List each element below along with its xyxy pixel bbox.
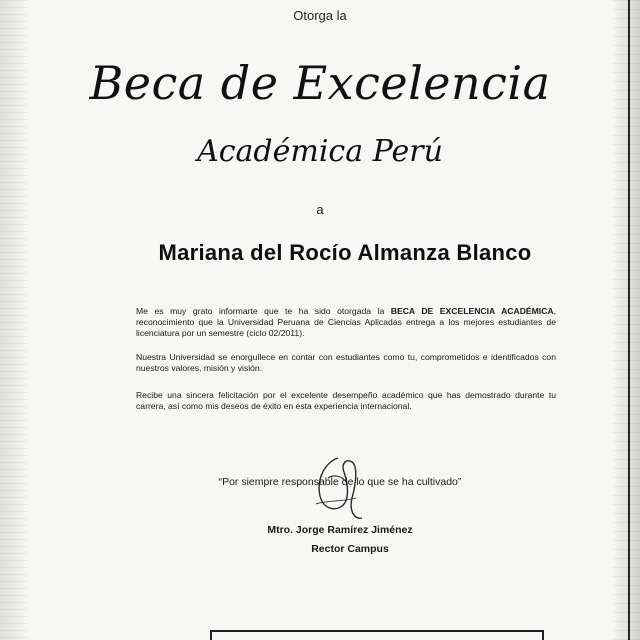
paragraph-award-rest: , reconocimiento que la Universidad Peruana de Ciencias Aplicadas entrega a los mejores estudiantes de licenciatura por un semestre (ciclo 02/2011). — [136, 306, 556, 338]
handwritten-signature — [298, 448, 378, 528]
certificate-title: Beca de Excelencia — [89, 56, 551, 110]
intro-text: Otorga la — [293, 8, 347, 23]
paragraph-pride: Nuestra Universidad se enorgullece en contar con estudiantes como tu, comprometidos e identificados con nuestros valores, misión y visión. — [136, 352, 556, 373]
motto: “Por siempre responsable de lo que se ha cultivado” — [218, 476, 462, 488]
paragraph-award-lead: Me es muy grato informarte que te ha sido otorgada la — [136, 306, 391, 316]
signer-role: Rector Campus — [311, 543, 389, 555]
recipient-preposition: a — [316, 202, 324, 217]
paragraph-award-emphasis: BECA DE EXCELENCIA ACADÉMICA — [390, 306, 554, 316]
paragraph-congratulations: Recibe una sincera felicitación por el excelente desempeño académico que has demostrado durante tu carrera, así como mis deseos de éxito en esta experiencia internacional. — [136, 390, 556, 411]
bottom-frame — [210, 630, 544, 640]
certificate-subtitle: Académica Perú — [197, 134, 443, 169]
recipient-name: Mariana del Rocío Almanza Blanco — [158, 240, 532, 265]
paragraph-award — [136, 306, 556, 339]
signer-name: Mtro. Jorge Ramírez Jiménez — [267, 524, 413, 536]
